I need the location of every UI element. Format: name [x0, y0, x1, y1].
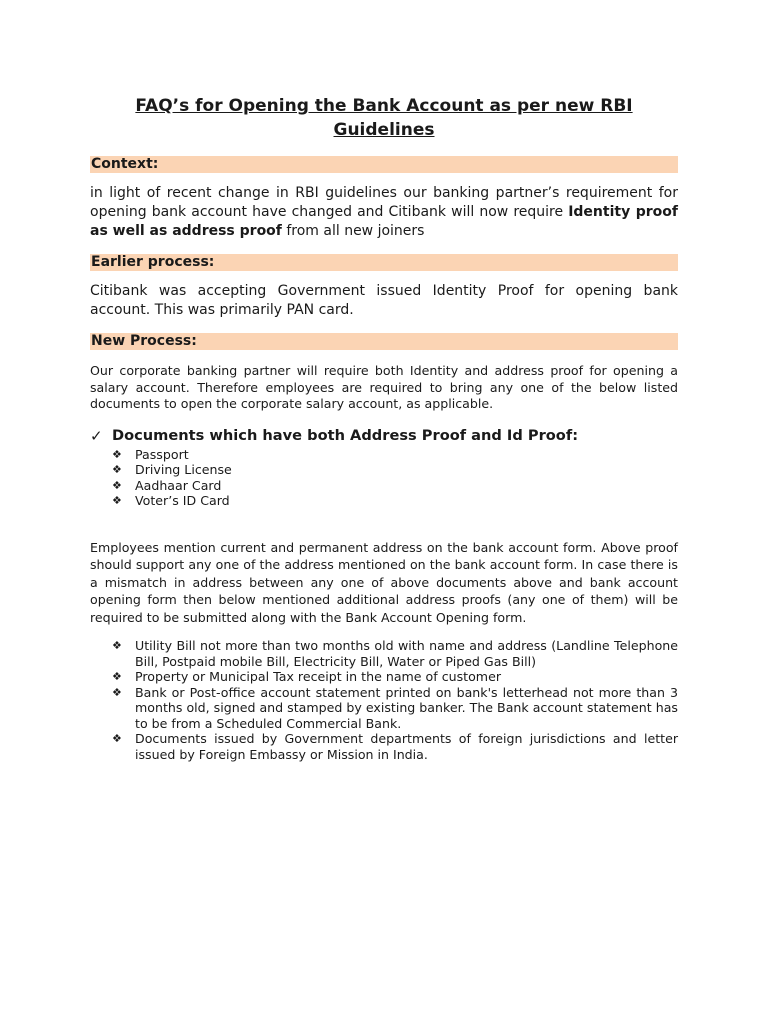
list-item: ❖ Utility Bill not more than two months old with name and address (Landline Telephone Bill, Postpaid mobile Bill, Electricity Bill, Water or Piped Gas Bill)	[112, 638, 678, 669]
diamond-bullet-icon: ❖	[112, 670, 122, 683]
diamond-bullet-icon: ❖	[112, 447, 122, 461]
checkmark-icon: ✓	[90, 426, 103, 445]
context-paragraph	[90, 184, 678, 241]
new-process-intro: Our corporate banking partner will require both Identity and address proof for opening a salary account. Therefore employees are required to bring any one of the below listed documents to open the corporate salary account, as applicable.	[90, 363, 678, 411]
list-item: ❖ Documents issued by Government departments of foreign jurisdictions and letter issued by Foreign Embassy or Mission in India.	[112, 731, 678, 762]
docs-heading-label: Documents which have both Address Proof and Id Proof:	[112, 426, 579, 444]
document-title	[90, 94, 678, 142]
diamond-bullet-icon: ❖	[112, 463, 122, 476]
mismatch-paragraph: Employees mention current and permanent address on the bank account form. Above proof should support any one of the address mentioned on the bank account form. In case there is a mismatch in address between any one of above documents above and bank account opening form then below mentioned additional address proofs (any one of them) will be required to be submitted along with the Bank Account Opening form.	[90, 539, 678, 625]
context-text-bold: Identity proof as well as address proof	[90, 204, 678, 239]
diamond-bullet-icon: ❖	[112, 478, 122, 492]
context-heading: Context:	[90, 156, 678, 173]
title-line-1: FAQ’s for Opening the Bank Account as per new RBI	[135, 96, 633, 116]
earlier-process-paragraph: Citibank was accepting Government issued Identity Proof for opening bank account. This was primarily PAN card.	[90, 283, 678, 318]
new-process-heading: New Process:	[90, 333, 678, 350]
list-item: ❖ Voter’s ID Card	[112, 493, 230, 508]
earlier-process-heading: Earlier process:	[90, 254, 678, 271]
context-text-part1: in light of recent change in RBI guidelines our banking partner’s requirement for opening bank account have changed and Citibank will now require	[90, 185, 678, 220]
docs-list	[112, 447, 678, 509]
diamond-bullet-icon: ❖	[112, 494, 122, 507]
additional-proofs-list	[112, 638, 678, 762]
context-text-part2: from all new joiners	[281, 223, 425, 239]
title-line-2: Guidelines	[333, 120, 435, 140]
document-page	[90, 94, 678, 762]
diamond-bullet-icon: ❖	[112, 732, 122, 745]
diamond-bullet-icon: ❖	[112, 685, 122, 699]
list-item: ❖ Passport	[112, 446, 189, 462]
list-item: ❖ Bank or Post-office account statement printed on bank's letterhead not more than 3 months old, signed and stamped by existing banker. The Bank account statement has to be from a Scheduled Commercial Bank.	[112, 684, 678, 731]
list-item: ❖ Aadhaar Card	[112, 477, 222, 493]
docs-heading	[90, 427, 678, 445]
list-item: ❖ Property or Municipal Tax receipt in the name of customer	[112, 669, 501, 684]
diamond-bullet-icon: ❖	[112, 639, 122, 652]
list-item: ❖ Driving License	[112, 462, 232, 477]
